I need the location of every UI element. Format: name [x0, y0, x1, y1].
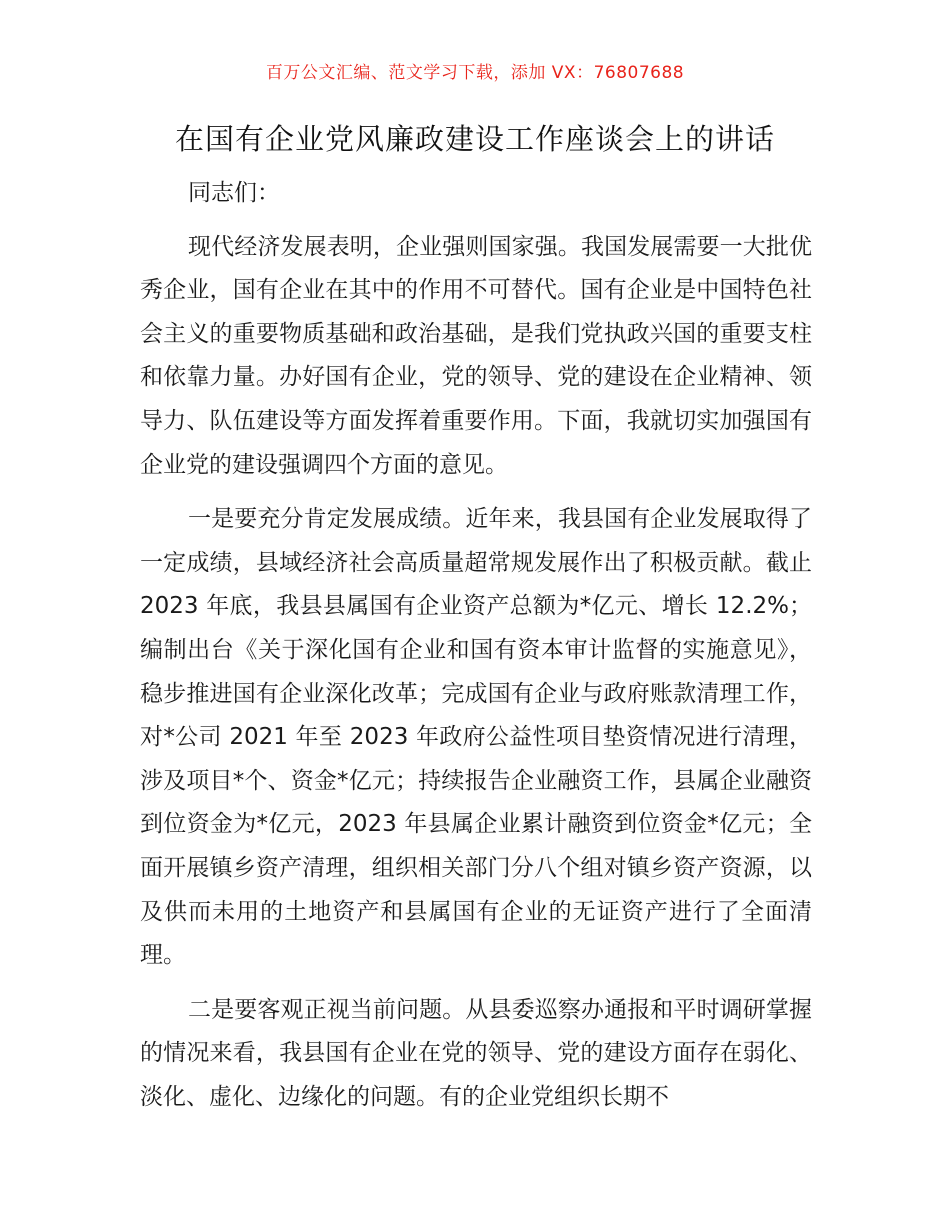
paragraph-intro: 现代经济发展表明，企业强则国家强。我国发展需要一大批优秀企业，国有企业在其中的作用不可替代。国有企业是中国特色社会主义的重要物质基础和政治基础，是我们党执政兴国的重要支柱和依靠力量。办好国有企业，党的领导、党的建设在企业精神、领导力、队伍建设等方面发挥着重要作用。下面，我就切实加强国有企业党的建设强调四个方面的意见。	[140, 233, 812, 478]
document-title: 在国有企业党风廉政建设工作座谈会上的讲话	[174, 122, 775, 156]
document-body	[140, 172, 812, 1130]
header-watermark-note: 百万公文汇编、范文学习下载，添加 VX：76807688	[265, 63, 685, 83]
paragraph-achievements: 一是要充分肯定发展成绩。近年来，我县国有企业发展取得了一定成绩，县域经济社会高质量超常规发展作出了积极贡献。截止 2023 年底，我县县属国有企业资产总额为*亿元、增长 12.2%；编制出台《关于深化国有企业和国有资本审计监督的实施意见》，稳步推进国有企业深化改革；完成国有企业与政府账款清理工作，对*公司 2021 年至 2023 年政府公益性项目垫资情况进行清理，涉及项目*个、资金*亿元；持续报告企业融资工作，县属企业融资到位资金为*亿元，2023 年县属企业累计融资到位资金*亿元；全面开展镇乡资产清理，组织相关部门分八个组对镇乡资产资源，以及供而未用的土地资产和县属国有企业的无证资产进行了全面清理。	[140, 506, 812, 969]
salutation: 同志们：	[188, 180, 280, 206]
paragraph-problems: 二是要客观正视当前问题。从县委巡察办通报和平时调研掌握的情况来看，我县国有企业在党的领导、党的建设方面存在弱化、淡化、虚化、边缘化的问题。有的企业党组织长期不	[140, 996, 812, 1110]
